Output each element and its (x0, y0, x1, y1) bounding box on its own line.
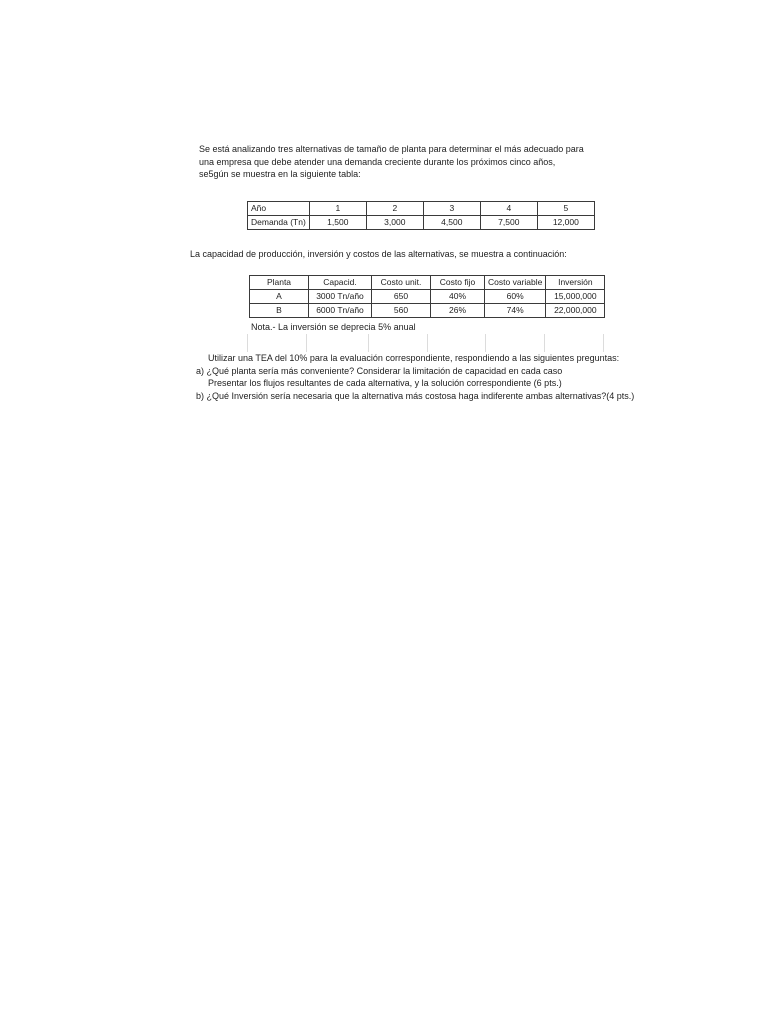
plants-cell: 6000 Tn/año (309, 304, 372, 318)
demand-header-cell: 2 (366, 202, 423, 216)
plants-header-cell: Capacid. (309, 276, 372, 290)
demand-cell: 3,000 (366, 216, 423, 230)
demand-table-header-row (248, 202, 595, 216)
plants-table (249, 275, 605, 318)
demand-cell: 12,000 (537, 216, 594, 230)
question-b: b) ¿Qué Inversión sería necesaria que la alternativa más costosa haga indiferente ambas alternativas?(4 pts.) (196, 390, 635, 401)
grid-line (368, 334, 369, 352)
demand-cell: 1,500 (309, 216, 366, 230)
plants-table-header-row (250, 276, 605, 290)
intro-paragraph (199, 143, 584, 181)
plants-header-cell: Costo unit. (372, 276, 431, 290)
plants-header-cell: Costo variable (485, 276, 546, 290)
question-a-detail: Presentar los flujos resultantes de cada alternativa, y la solución correspondiente (6 pts.) (208, 378, 562, 388)
questions-section (196, 352, 634, 402)
question-a: a) ¿Qué planta sería más conveniente? Considerar la limitación de capacidad en cada caso (196, 365, 563, 376)
faint-grid-lines (247, 334, 607, 354)
grid-line (603, 334, 604, 352)
demand-header-cell: 4 (480, 202, 537, 216)
plants-cell: 15,000,000 (546, 290, 605, 304)
capacity-paragraph: La capacidad de producción, inversión y costos de las alternativas, se muestra a continuación: (190, 249, 567, 259)
intro-line-2: una empresa que debe atender una demanda creciente durante los próximos cinco años, (199, 156, 556, 167)
plants-cell: 40% (431, 290, 485, 304)
plants-cell: 22,000,000 (546, 304, 605, 318)
plants-header-cell: Inversión (546, 276, 605, 290)
depreciation-note: Nota.- La inversión se deprecia 5% anual (251, 322, 416, 332)
plants-cell: 26% (431, 304, 485, 318)
plants-cell: 3000 Tn/año (309, 290, 372, 304)
plants-cell: 560 (372, 304, 431, 318)
plants-header-cell: Costo fijo (431, 276, 485, 290)
plants-cell: 650 (372, 290, 431, 304)
plants-table-row (250, 290, 605, 304)
plants-table-row (250, 304, 605, 318)
intro-line-1: Se está analizando tres alternativas de tamaño de planta para determinar el más adecuado para (199, 144, 584, 154)
grid-line (427, 334, 428, 352)
demand-cell: 7,500 (480, 216, 537, 230)
grid-line (306, 334, 307, 352)
demand-cell: 4,500 (423, 216, 480, 230)
grid-line (247, 334, 248, 352)
plants-cell: A (250, 290, 309, 304)
demand-header-cell: 5 (537, 202, 594, 216)
questions-intro: Utilizar una TEA del 10% para la evaluación correspondiente, respondiendo a las siguientes preguntas: (208, 353, 620, 363)
grid-line (485, 334, 486, 352)
demand-table-row (248, 216, 595, 230)
intro-line-3: se5gún se muestra en la siguiente tabla: (199, 169, 361, 179)
demand-header-cell: 3 (423, 202, 480, 216)
demand-header-cell: 1 (309, 202, 366, 216)
plants-cell: 74% (485, 304, 546, 318)
plants-cell: B (250, 304, 309, 318)
demand-header-cell: Año (248, 202, 310, 216)
demand-cell: Demanda (Tn) (248, 216, 310, 230)
demand-table (247, 201, 595, 230)
plants-header-cell: Planta (250, 276, 309, 290)
plants-cell: 60% (485, 290, 546, 304)
grid-line (544, 334, 545, 352)
